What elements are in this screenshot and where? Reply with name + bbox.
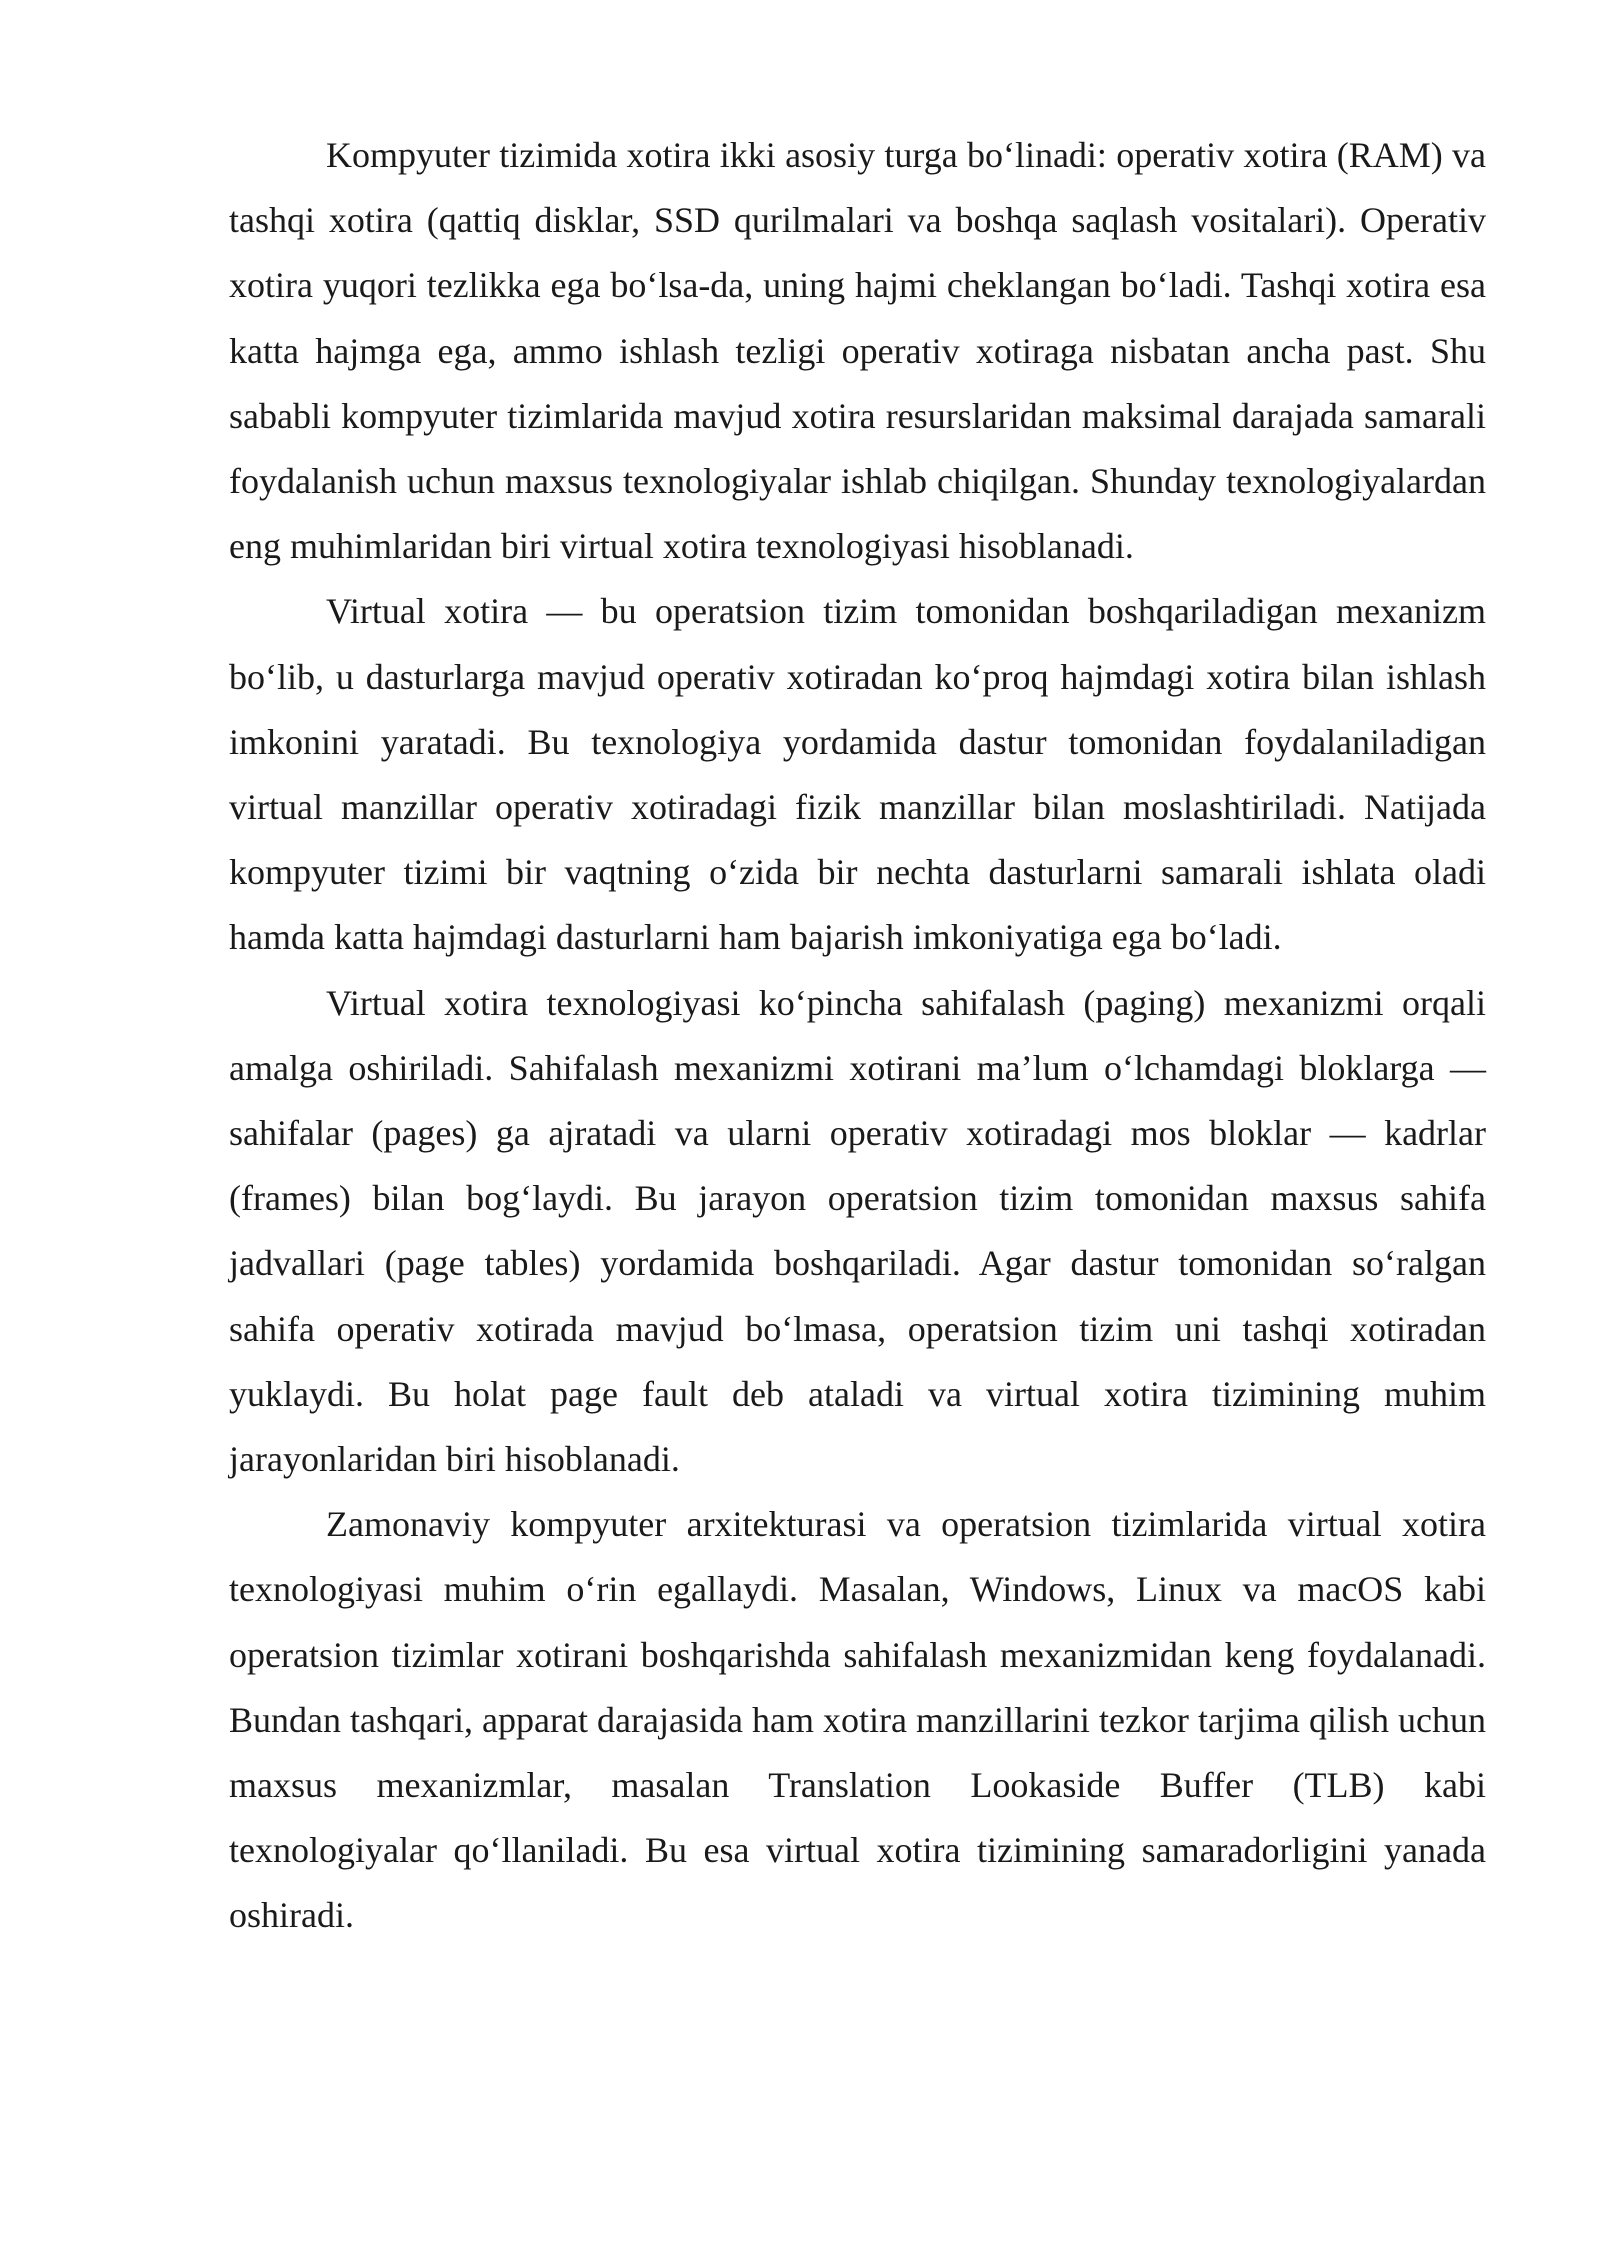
paragraph-3: Virtual xotira texnologiyasi ko‘pincha sahifalash (paging) mexanizmi orqali amalga oshiriladi. Sahifalash mexanizmi xotirani ma’lum o‘lchamdagi bloklarga — sahifalar (pages) ga ajratadi va ularni operativ xotiradagi mos bloklar — kadrlar (frames) bilan bog‘laydi. Bu jarayon operatsion tizim tomonidan maxsus sahifa jadvallari (page tables) yordamida boshqariladi. Agar dastur tomonidan so‘ralgan sahifa operativ xotirada mavjud bo‘lmasa, operatsion tizim uni tashqi xotiradan yuklaydi. Bu holat page fault deb ataladi va virtual xotira tizimining muhim jarayonlaridan biri hisoblanadi. bbox=[229, 982, 1486, 1480]
paragraph-4: Zamonaviy kompyuter arxitekturasi va operatsion tizimlarida virtual xotira texnologiyasi muhim o‘rin egallaydi. Masalan, Windows, Linux va macOS kabi operatsion tizimlar xotirani boshqarishda sahifalash mexanizmidan keng foydalanadi. Bundan tashqari, apparat darajasida ham xotira manzillarini tezkor tarjima qilish uchun maxsus mexanizmlar, masalan Translation Lookaside Buffer (TLB) kabi texnologiyalar qo‘llaniladi. Bu esa virtual xotira tizimining samaradorligini yanada oshiradi. bbox=[229, 1504, 1486, 1936]
paragraph-1: Kompyuter tizimida xotira ikki asosiy turga bo‘linadi: operativ xotira (RAM) va tashqi xotira (qattiq disklar, SSD qurilmalari va boshqa saqlash vositalari). Operativ xotira yuqori tezlikka ega bo‘lsa-da, uning hajmi cheklangan bo‘ladi. Tashqi xotira esa katta hajmga ega, ammo ishlash tezligi operativ xotiraga nisbatan ancha past. Shu sababli kompyuter tizimlarida mavjud xotira resurslaridan maksimal darajada samarali foydalanish uchun maxsus texnologiyalar ishlab chiqilgan. Shunday texnologiyalardan eng muhimlaridan biri virtual xotira texnologiyasi hisoblanadi. bbox=[229, 135, 1486, 567]
paragraph-2: Virtual xotira — bu operatsion tizim tomonidan boshqariladigan mexanizm bo‘lib, u dasturlarga mavjud operativ xotiradan ko‘proq hajmdagi xotira bilan ishlash imkonini yaratadi. Bu texnologiya yordamida dastur tomonidan foydalaniladigan virtual manzillar operativ xotiradagi fizik manzillar bilan moslashtiriladi. Natijada kompyuter tizimi bir vaqtning o‘zida bir nechta dasturlarni samarali ishlata oladi hamda katta hajmdagi dasturlarni ham bajarish imkoniyatiga ega bo‘ladi. bbox=[229, 591, 1486, 958]
document-body bbox=[229, 123, 1486, 1949]
